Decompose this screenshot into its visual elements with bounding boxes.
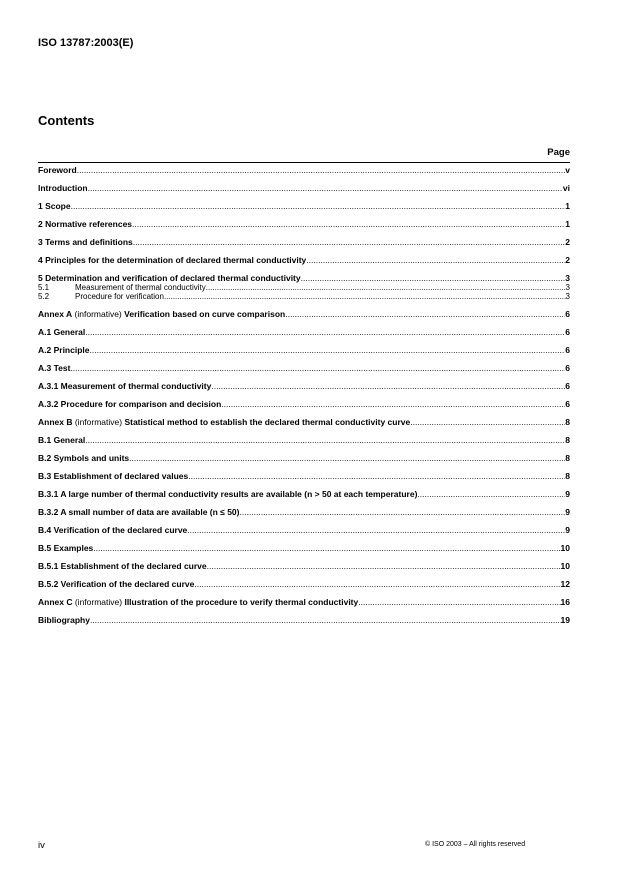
toc-entry-page: 6 bbox=[565, 345, 570, 355]
toc-entry-note: (informative) bbox=[72, 309, 125, 319]
document-id: ISO 13787:2003(E) bbox=[38, 37, 134, 49]
toc-entry-label: B.5 Examples bbox=[38, 543, 94, 553]
toc-entry-page: 6 bbox=[565, 363, 570, 373]
toc-entry-page: 10 bbox=[560, 543, 570, 553]
toc-entry-a1[interactable] bbox=[38, 327, 570, 337]
toc-entry-page: 10 bbox=[560, 561, 570, 571]
toc-entry-b3-2[interactable] bbox=[38, 507, 570, 517]
toc-entry-terms[interactable] bbox=[38, 237, 570, 247]
toc-entry-scope[interactable] bbox=[38, 201, 570, 211]
toc-entry-label: A.3 Test bbox=[38, 363, 71, 373]
toc-entry-label: Introduction bbox=[38, 183, 88, 193]
toc-entry-number: 5.1 bbox=[38, 283, 50, 292]
toc-entry-5-2[interactable] bbox=[38, 292, 570, 301]
toc-entry-b2[interactable] bbox=[38, 453, 570, 463]
toc-entry-page: 8 bbox=[565, 417, 570, 427]
toc-entry-page: 2 bbox=[565, 255, 570, 265]
toc-entry-page: 9 bbox=[565, 489, 570, 499]
toc-entry-page: 8 bbox=[565, 471, 570, 481]
toc-entry-b1[interactable] bbox=[38, 435, 570, 445]
toc-entry-label: Bibliography bbox=[38, 615, 90, 625]
toc-entry-label: B.3.2 A small number of data are available (n ≤ 50) bbox=[38, 507, 240, 517]
toc-entry-label: Measurement of thermal conductivity bbox=[75, 283, 206, 292]
toc-entry-page: 12 bbox=[560, 579, 570, 589]
toc-entry-5-1[interactable] bbox=[38, 283, 570, 292]
toc-entry-b4[interactable] bbox=[38, 525, 570, 535]
toc-entry-foreword[interactable] bbox=[38, 165, 570, 175]
toc-entry-note: (informative) bbox=[72, 597, 125, 607]
toc-entry-label: 4 Principles for the determination of declared thermal conductivity bbox=[38, 255, 307, 265]
toc-entry-b3[interactable] bbox=[38, 471, 570, 481]
toc-entry-determination[interactable] bbox=[38, 273, 570, 283]
toc-entry-page: 6 bbox=[565, 399, 570, 409]
toc-entry-label: B.2 Symbols and units bbox=[38, 453, 130, 463]
toc-entry-page: 3 bbox=[565, 273, 570, 283]
toc-entry-page: 8 bbox=[565, 435, 570, 445]
toc-entry-page: 8 bbox=[565, 453, 570, 463]
toc-entry-prefix: Annex C bbox=[38, 597, 73, 607]
toc-entry-page: 2 bbox=[565, 237, 570, 247]
toc-entry-label: Procedure for verification bbox=[75, 292, 164, 301]
toc-entry-label: B.4 Verification of the declared curve bbox=[38, 525, 188, 535]
toc-entry-principles[interactable] bbox=[38, 255, 570, 265]
toc-entry-a2[interactable] bbox=[38, 345, 570, 355]
toc-entry-page: 9 bbox=[565, 525, 570, 535]
toc-entry-introduction[interactable] bbox=[38, 183, 570, 193]
toc-entry-normative-references[interactable] bbox=[38, 219, 570, 229]
copyright-notice: © ISO 2003 – All rights reserved bbox=[425, 841, 526, 848]
toc-entry-label: A.3.2 Procedure for comparison and decision bbox=[38, 399, 222, 409]
toc-entry-page: 6 bbox=[565, 381, 570, 391]
toc-entry-page: 6 bbox=[565, 309, 570, 319]
toc-entry-label: A.3.1 Measurement of thermal conductivity bbox=[38, 381, 212, 391]
toc-entry-page: 3 bbox=[565, 283, 570, 292]
toc-entry-a3-1[interactable] bbox=[38, 381, 570, 391]
toc-entry-annex-a[interactable] bbox=[38, 309, 570, 319]
toc-entry-number: 5.2 bbox=[38, 292, 50, 301]
toc-entry-page: 1 bbox=[565, 219, 570, 229]
toc-entry-label: B.5.2 Verification of the declared curve bbox=[38, 579, 195, 589]
toc-entry-b5-1[interactable] bbox=[38, 561, 570, 571]
toc-entry-label: 3 Terms and definitions bbox=[38, 237, 133, 247]
toc-entry-label: 1 Scope bbox=[38, 201, 71, 211]
toc-entry-label: Foreword bbox=[38, 165, 77, 175]
page-number: iv bbox=[38, 840, 45, 851]
contents-rule bbox=[38, 162, 570, 163]
toc-entry-note: (informative) bbox=[72, 417, 125, 427]
toc-entry-annex-b[interactable] bbox=[38, 417, 570, 427]
table-of-contents bbox=[38, 165, 570, 625]
toc-entry-label: A.2 Principle bbox=[38, 345, 90, 355]
toc-entry-page: 19 bbox=[560, 615, 570, 625]
toc-entry-prefix: Annex A bbox=[38, 309, 73, 319]
toc-entry-page: 1 bbox=[565, 201, 570, 211]
toc-entry-label: B.3.1 A large number of thermal conductivity results are available (n > 50 at each temperature) bbox=[38, 489, 418, 499]
toc-entry-page: 9 bbox=[565, 507, 570, 517]
toc-entry-label: Illustration of the procedure to verify thermal conductivity bbox=[124, 597, 359, 607]
toc-entry-b5-2[interactable] bbox=[38, 579, 570, 589]
toc-entry-page: 3 bbox=[565, 292, 570, 301]
toc-entry-a3[interactable] bbox=[38, 363, 570, 373]
toc-entry-page: v bbox=[565, 165, 570, 175]
page-column-label: Page bbox=[547, 147, 570, 158]
toc-entry-bibliography[interactable] bbox=[38, 615, 570, 625]
toc-entry-label: Statistical method to establish the declared thermal conductivity curve bbox=[124, 417, 411, 427]
toc-entry-page: 16 bbox=[560, 597, 570, 607]
toc-entry-page: vi bbox=[562, 183, 570, 193]
toc-entry-label: B.5.1 Establishment of the declared curve bbox=[38, 561, 207, 571]
toc-entry-label: Verification based on curve comparison bbox=[124, 309, 286, 319]
toc-entry-page: 6 bbox=[565, 327, 570, 337]
toc-entry-label: 5 Determination and verification of declared thermal conductivity bbox=[38, 273, 301, 283]
toc-entry-a3-2[interactable] bbox=[38, 399, 570, 409]
toc-entry-b3-1[interactable] bbox=[38, 489, 570, 499]
toc-entry-label: 2 Normative references bbox=[38, 219, 133, 229]
contents-title: Contents bbox=[38, 113, 95, 128]
toc-entry-label: B.3 Establishment of declared values bbox=[38, 471, 189, 481]
toc-entry-label: A.1 General bbox=[38, 327, 86, 337]
toc-entry-annex-c[interactable] bbox=[38, 597, 570, 607]
toc-entry-prefix: Annex B bbox=[38, 417, 73, 427]
toc-entry-label: B.1 General bbox=[38, 435, 86, 445]
toc-entry-b5[interactable] bbox=[38, 543, 570, 553]
